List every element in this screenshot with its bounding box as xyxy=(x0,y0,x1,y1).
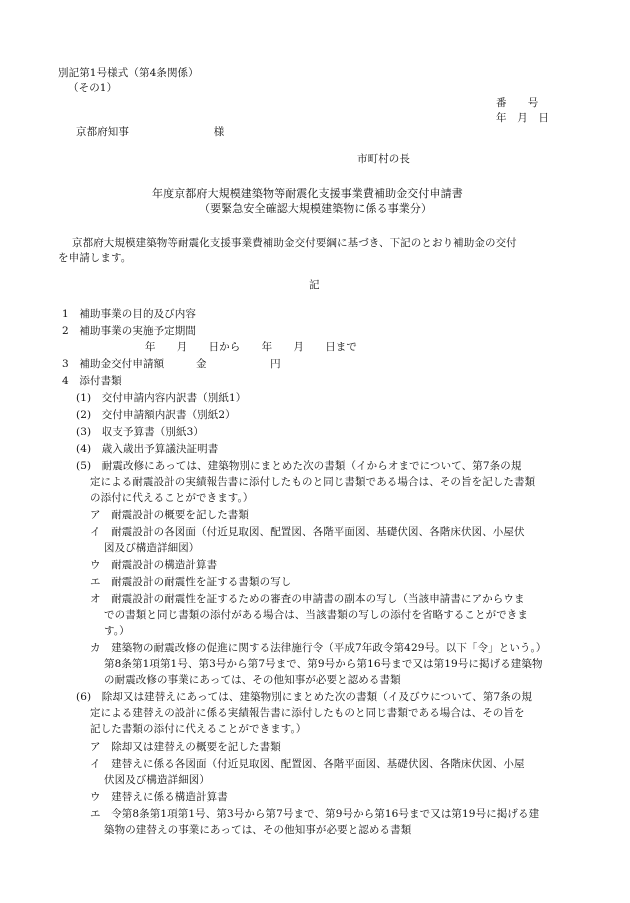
number-label: 番 号 xyxy=(496,97,539,109)
document-title: 年度京都府大規模建築物等耐震化支援事業費補助金交付申請書 xyxy=(152,187,463,200)
attachment-5-u: ウ 耐震設計の構造計算書 xyxy=(90,559,218,571)
attachment-2: (2) 交付申請額内訳書（別紙2） xyxy=(76,409,236,421)
form-label: 別記第1号様式（第4条関係） xyxy=(58,67,199,79)
attachment-4: (4) 歳入歳出予算議決証明書 xyxy=(76,443,219,455)
attachment-6-e-line-2: 築物の建替えの事業にあっては、その他知事が必要と認める書類 xyxy=(104,824,412,836)
date-label: 年 月 日 xyxy=(496,112,549,124)
item-2: 2 補助事業の実施予定期間 xyxy=(62,325,196,337)
item-4: 4 添付書類 xyxy=(62,375,122,387)
attachment-6-line-2: 定による建替えの設計に係る実績報告書に添付したものと同じ書類である場合は、その旨を xyxy=(90,707,525,719)
attachment-6-i-line-2: 伏図及び構造詳細図） xyxy=(104,774,210,786)
attachment-6-e-line-1: エ 令第8条第1項第1号、第3号から第7号まで、第9号から第16号まで又は第19号に掲げる建 xyxy=(90,808,540,820)
intro-line-2: を申請します。 xyxy=(58,252,132,264)
attachment-6-line-1: (6) 除却又は建替えにあっては、建築物別にまとめた次の書類（イ及びウについて、第7条の規 xyxy=(76,691,533,703)
sub-label: （その1） xyxy=(68,82,118,94)
document-subtitle: （要緊急安全確認大規模建築物に係る事業分） xyxy=(199,202,433,215)
attachment-5-e: エ 耐震設計の耐震性を証する書類の写し xyxy=(90,576,292,588)
item-1: 1 補助事業の目的及び内容 xyxy=(62,308,196,320)
attachment-5-ka-line-3: の耐震改修の事業にあっては、その他知事が必要と認める書類 xyxy=(104,674,401,686)
attachment-5-line-1: (5) 耐震改修にあっては、建築物別にまとめた次の書類（イからオまでについて、第7条の規 xyxy=(76,460,522,472)
attachment-5-ka-line-2: 第8条第1項第1号、第3号から第7号まで、第9号から第16号まで又は第19号に掲げる建築物 xyxy=(104,658,543,670)
addressee: 京都府知事 様 xyxy=(76,126,225,138)
attachment-5-o-line-1: オ 耐震設計の耐震性を証するための審査の申請書の副本の写し（当該申請書にアからウま xyxy=(90,593,525,605)
intro-line-1: 京都府大規模建築物等耐震化支援事業費補助金交付要綱に基づき、下記のとおり補助金の交付 xyxy=(72,237,517,249)
attachment-1: (1) 交付申請内容内訳書（別紙1） xyxy=(76,392,247,404)
ki-heading: 記 xyxy=(309,279,320,291)
attachment-5-o-line-3: す。） xyxy=(104,625,130,637)
attachment-3: (3) 収支予算書（別紙3） xyxy=(76,426,204,438)
item-3: 3 補助金交付申請額 金 円 xyxy=(62,358,281,370)
attachment-6-u: ウ 建替えに係る構造計算書 xyxy=(90,791,228,803)
sender: 市町村の長 xyxy=(357,153,410,165)
attachment-5-i-line-1: イ 耐震設計の各図面（付近見取図、配置図、各階平面図、基礎伏図、各階床伏図、小屋伏 xyxy=(90,526,525,538)
attachment-5-i-line-2: 図及び構造詳細図） xyxy=(104,542,200,554)
attachment-6-i-line-1: イ 建替えに係る各図面（付近見取図、配置図、各階平面図、基礎伏図、各階床伏図、小屋 xyxy=(90,758,525,770)
attachment-5-o-line-2: での書類と同じ書類の添付がある場合は、当該書類の写しの添付を省略することができま xyxy=(104,609,528,621)
attachment-5-line-3: の添付に代えることができます。） xyxy=(90,492,254,504)
attachment-5-line-2: 定による耐震設計の実績報告書に添付したものと同じ書類である場合は、その旨を記した書類 xyxy=(90,476,536,488)
item-2-period: 年 月 日から 年 月 日まで xyxy=(145,341,357,353)
attachment-5-a: ア 耐震設計の概要を記した書類 xyxy=(90,509,249,521)
attachment-5-ka-line-1: カ 建築物の耐震改修の促進に関する法律施行令（平成7年政令第429号。以下「令」という。） xyxy=(90,642,547,654)
attachment-6-line-3: 記した書類の添付に代えることができます。） xyxy=(90,723,307,735)
attachment-6-a: ア 除却又は建替えの概要を記した書類 xyxy=(90,741,281,753)
